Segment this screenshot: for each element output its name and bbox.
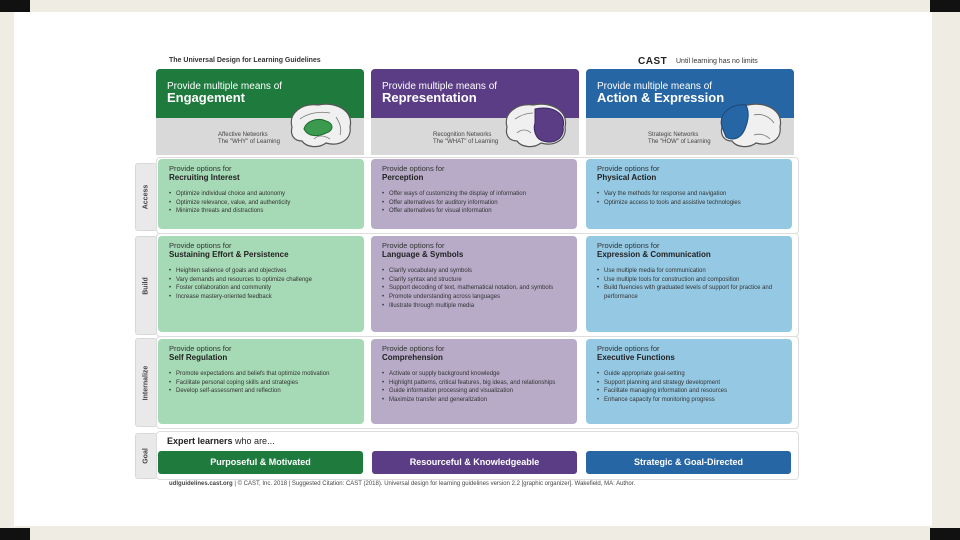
checkpoint-list xyxy=(169,370,357,396)
checkpoint: • Promote expectations and beliefs that optimize motivation xyxy=(169,370,357,379)
checkpoint: • Vary the methods for response and navigation xyxy=(597,190,785,199)
guideline-title: Comprehension xyxy=(382,353,443,362)
checkpoint: • Clarify syntax and structure xyxy=(382,276,570,285)
guideline-title: Expression & Communication xyxy=(597,250,711,259)
checkpoint: • Use multiple media for communication xyxy=(597,267,785,276)
guideline-self-regulation xyxy=(158,339,364,424)
checkpoint-list xyxy=(597,370,785,405)
checkpoint: • Develop self-assessment and reflection xyxy=(169,387,357,396)
checkpoint: • Offer alternatives for auditory information xyxy=(382,199,570,208)
cast-tagline: Until learning has no limits xyxy=(676,58,758,65)
checkpoint: • Illustrate through multiple media xyxy=(382,302,570,311)
options-label: Provide options for xyxy=(382,164,445,173)
guideline-title: Self Regulation xyxy=(169,353,228,362)
checkpoint: • Guide appropriate goal-setting xyxy=(597,370,785,379)
checkpoint: • Optimize access to tools and assistive technologies xyxy=(597,199,785,208)
checkpoint: • Promote understanding across languages xyxy=(382,293,570,302)
network-desc: The "HOW" of Learning xyxy=(648,139,711,145)
checkpoint-list xyxy=(382,370,570,405)
checkpoint: • Facilitate managing information and resources xyxy=(597,387,785,396)
checkpoint: • Increase mastery-oriented feedback xyxy=(169,293,357,302)
options-label: Provide options for xyxy=(169,241,232,250)
header-title: Engagement xyxy=(167,90,246,105)
network-name: Affective Networks xyxy=(218,132,268,138)
checkpoint: • Build fluencies with graduated levels of support for practice and performance xyxy=(597,284,785,301)
guideline-expression-communication xyxy=(586,236,792,332)
header-action-expression xyxy=(586,69,794,155)
options-label: Provide options for xyxy=(382,241,445,250)
goal-strategic: Strategic & Goal-Directed xyxy=(586,451,791,474)
header-sub: Provide multiple means of xyxy=(382,81,498,92)
checkpoint: • Activate or supply background knowledge xyxy=(382,370,570,379)
options-label: Provide options for xyxy=(169,344,232,353)
row-label-build: Build xyxy=(135,236,157,335)
footer-site-link[interactable]: udlguidelines.cast.org xyxy=(169,481,233,487)
guideline-language-symbols xyxy=(371,236,577,332)
guideline-executive-functions xyxy=(586,339,792,424)
brain-icon xyxy=(284,99,356,151)
row-label-internalize: Internalize xyxy=(135,338,157,427)
checkpoint: • Maximize transfer and generalization xyxy=(382,396,570,405)
checkpoint: • Clarify vocabulary and symbols xyxy=(382,267,570,276)
guideline-title: Physical Action xyxy=(597,173,657,182)
checkpoint: • Heighten salience of goals and objectives xyxy=(169,267,357,276)
checkpoint: • Guide information processing and visualization xyxy=(382,387,570,396)
row-label-access: Access xyxy=(135,163,157,231)
header-title: Action & Expression xyxy=(597,90,725,105)
options-label: Provide options for xyxy=(597,164,660,173)
guideline-title: Language & Symbols xyxy=(382,250,464,259)
guideline-title: Perception xyxy=(382,173,424,182)
header-sub: Provide multiple means of xyxy=(597,81,713,92)
network-desc: The "WHAT" of Learning xyxy=(433,139,499,145)
header-sub: Provide multiple means of xyxy=(167,81,283,92)
goal-purposeful: Purposeful & Motivated xyxy=(158,451,363,474)
network-desc: The "WHY" of Learning xyxy=(218,139,280,145)
checkpoint-list xyxy=(597,267,785,302)
checkpoint: • Support decoding of text, mathematical notation, and symbols xyxy=(382,284,570,293)
checkpoint: • Vary demands and resources to optimize challenge xyxy=(169,276,357,285)
checkpoint-list xyxy=(169,190,357,216)
checkpoint: • Support planning and strategy development xyxy=(597,379,785,388)
brain-icon xyxy=(714,99,786,151)
header-representation xyxy=(371,69,579,155)
network-name: Strategic Networks xyxy=(648,132,699,138)
checkpoint-list xyxy=(169,267,357,302)
checkpoint: • Enhance capacity for monitoring progress xyxy=(597,396,785,405)
guideline-comprehension xyxy=(371,339,577,424)
guideline-recruiting-interest xyxy=(158,159,364,229)
row-label-goal: Goal xyxy=(135,433,157,479)
corner-mark-top-left xyxy=(0,0,30,12)
guideline-sustaining-effort xyxy=(158,236,364,332)
expert-learners-heading: Expert learners who are... xyxy=(167,436,275,446)
checkpoint: • Facilitate personal coping skills and strategies xyxy=(169,379,357,388)
header-engagement xyxy=(156,69,364,155)
options-label: Provide options for xyxy=(169,164,232,173)
checkpoint-list xyxy=(382,267,570,311)
checkpoint: • Offer alternatives for visual information xyxy=(382,207,570,216)
cast-logo: CAST xyxy=(638,56,668,67)
checkpoint: • Use multiple tools for construction and composition xyxy=(597,276,785,285)
header-title: Representation xyxy=(382,90,477,105)
corner-mark-top-right xyxy=(930,0,960,12)
options-label: Provide options for xyxy=(382,344,445,353)
brain-icon xyxy=(499,99,571,151)
goal-resourceful: Resourceful & Knowledgeable xyxy=(372,451,577,474)
checkpoint-list xyxy=(597,190,785,207)
corner-mark-bottom-left xyxy=(0,528,30,540)
document-title: The Universal Design for Learning Guidelines xyxy=(169,57,321,64)
footer-citation: udlguidelines.cast.org | © CAST, Inc. 2018 | Suggested Citation: CAST (2018). Universal design for learning guidelines version 2.2 [graphic organizer]. Wakefield, MA: Author. xyxy=(169,481,636,487)
guideline-perception xyxy=(371,159,577,229)
checkpoint: • Optimize relevance, value, and authenticity xyxy=(169,199,357,208)
checkpoint: • Highlight patterns, critical features, big ideas, and relationships xyxy=(382,379,570,388)
checkpoint: • Offer ways of customizing the display of information xyxy=(382,190,570,199)
checkpoint: • Foster collaboration and community xyxy=(169,284,357,293)
options-label: Provide options for xyxy=(597,241,660,250)
guideline-title: Executive Functions xyxy=(597,353,675,362)
guideline-title: Recruiting Interest xyxy=(169,173,240,182)
corner-mark-bottom-right xyxy=(930,528,960,540)
guideline-title: Sustaining Effort & Persistence xyxy=(169,250,289,259)
checkpoint-list xyxy=(382,190,570,216)
options-label: Provide options for xyxy=(597,344,660,353)
guideline-physical-action xyxy=(586,159,792,229)
checkpoint: • Optimize individual choice and autonomy xyxy=(169,190,357,199)
network-name: Recognition Networks xyxy=(433,132,492,138)
checkpoint: • Minimize threats and distractions xyxy=(169,207,357,216)
